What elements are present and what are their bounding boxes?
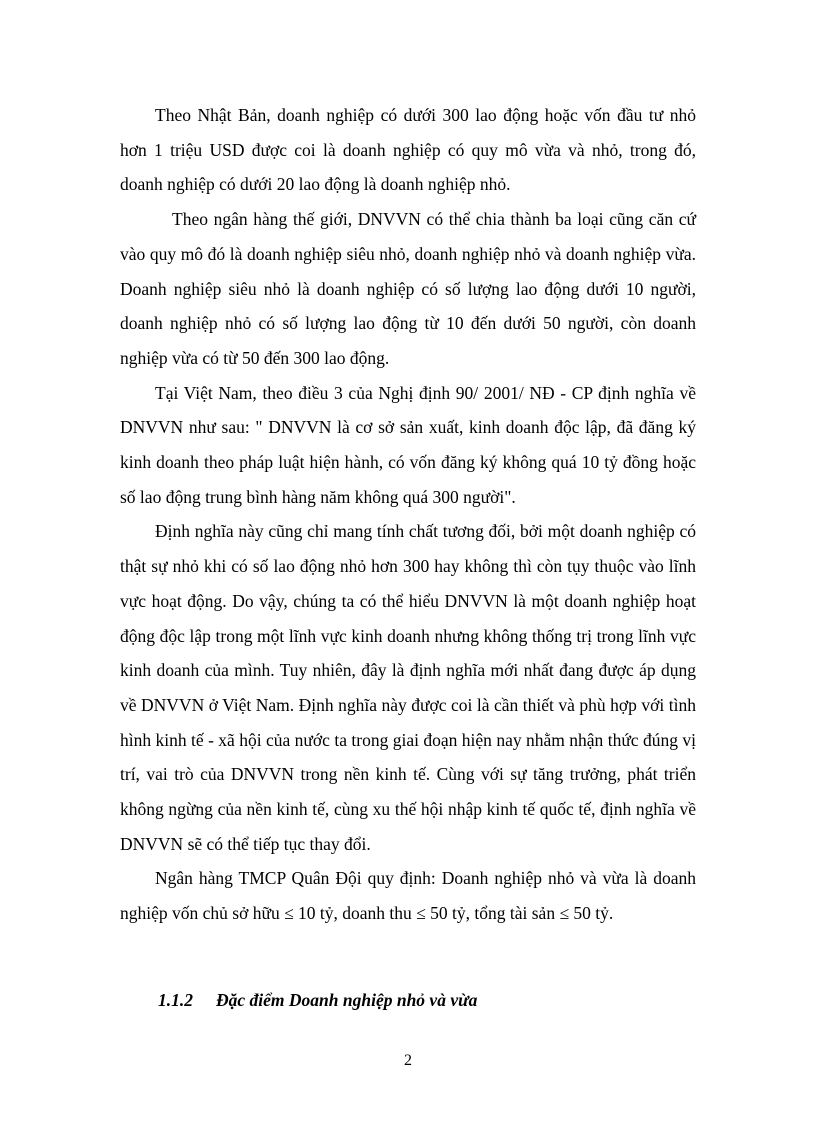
section-heading <box>158 990 477 1011</box>
paragraph-definition-discussion: Định nghĩa này cũng chỉ mang tính chất tương đối, bởi một doanh nghiệp có thật sự nhỏ khi có số lao động nhỏ hơn 300 hay không thì còn tụy thuộc vào lĩnh vực hoạt động. Do vậy, chúng ta có thể hiểu DNVVN là một doanh nghiệp hoạt động độc lập trong một lĩnh vực kinh doanh nhưng không thống trị trong lĩnh vực kinh doanh của mình. Tuy nhiên, đây là định nghĩa mới nhất đang được áp dụng về DNVVN ở Việt Nam. Định nghĩa này được coi là cần thiết và phù hợp với tình hình kinh tế - xã hội của nước ta trong giai đoạn hiện nay nhằm nhận thức đúng vị trí, vai trò của DNVVN trong nền kinh tế. Cùng với sự tăng trưởng, phát triển không ngừng của nền kinh tế, cùng xu thế hội nhập kinh tế quốc tế, định nghĩa về DNVVN sẽ có thể tiếp tục thay đổi. <box>120 521 696 854</box>
paragraph-mbbank-definition: Ngân hàng TMCP Quân Đội quy định: Doanh nghiệp nhỏ và vừa là doanh nghiệp vốn chủ sở hữu ≤ 10 tỷ, doanh thu ≤ 50 tỷ, tổng tài sản ≤ 50 tỷ. <box>120 868 696 924</box>
paragraph-japan-definition: Theo Nhật Bản, doanh nghiệp có dưới 300 lao động hoặc vốn đầu tư nhỏ hơn 1 triệu USD được coi là doanh nghiệp có quy mô vừa và nhỏ, trong đó, doanh nghiệp có dưới 20 lao động là doanh nghiệp nhỏ. <box>120 105 696 195</box>
body-text <box>120 98 696 931</box>
section-title: Đặc điểm Doanh nghiệp nhỏ và vừa <box>216 990 478 1010</box>
paragraph-vietnam-decree-definition: Tại Việt Nam, theo điều 3 của Nghị định 90/ 2001/ NĐ - CP định nghĩa về DNVVN như sau: " DNVVN là cơ sở sản xuất, kinh doanh độc lập, đã đăng ký kinh doanh theo pháp luật hiện hành, có vốn đăng ký không quá 10 tỷ đồng hoặc số lao động trung bình hàng năm không quá 300 người". <box>120 382 696 507</box>
section-number: 1.1.2 <box>158 990 193 1010</box>
page-number: 2 <box>404 1052 412 1069</box>
paragraph-world-bank-definition: Theo ngân hàng thế giới, DNVVN có thể chia thành ba loại cũng căn cứ vào quy mô đó là doanh nghiệp siêu nhỏ, doanh nghiệp nhỏ và doanh nghiệp vừa. Doanh nghiệp siêu nhỏ là doanh nghiệp có số lượng lao động dưới 10 người, doanh nghiệp nhỏ có số lượng lao động từ 10 đến dưới 50 người, còn doanh nghiệp vừa có từ 50 đến 300 lao động. <box>120 209 696 368</box>
